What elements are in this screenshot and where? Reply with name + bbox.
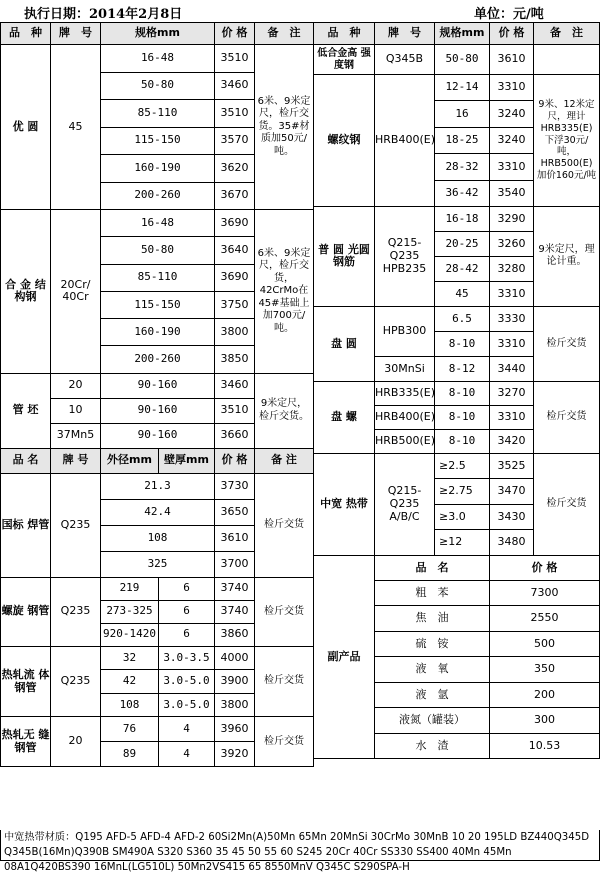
zhongkuan-price: 3430 bbox=[490, 504, 534, 530]
panyuan-price: 3440 bbox=[490, 356, 534, 381]
panluo-grade: HRB500(E) bbox=[375, 429, 435, 453]
guanpi-grade: 37Mn5 bbox=[51, 423, 101, 448]
zhongkuan-spec: ≥12 bbox=[435, 530, 490, 556]
sheet-header bbox=[0, 0, 600, 22]
youyuan-price: 3510 bbox=[215, 45, 255, 73]
byproduct-name: 焦 油 bbox=[375, 606, 490, 632]
luowen-spec: 18-25 bbox=[435, 127, 490, 153]
dihejin-grade: Q345B bbox=[375, 45, 435, 75]
hejin-price: 3640 bbox=[215, 237, 255, 264]
liuti-wall: 3.0-5.0 bbox=[159, 670, 215, 694]
guanpi-spec: 90-160 bbox=[101, 398, 215, 423]
execution-date: 执行日期：2014年2月8日 bbox=[24, 7, 183, 22]
liuti-price: 3900 bbox=[215, 670, 255, 694]
luoxuan-price: 3740 bbox=[215, 577, 255, 600]
dihejin-spec: 50-80 bbox=[435, 45, 490, 75]
guobiao-grade: Q235 bbox=[51, 473, 101, 577]
col-header-variety: 品 种 bbox=[314, 23, 375, 45]
panyuan-spec: 8-10 bbox=[435, 331, 490, 356]
liuti-price: 3800 bbox=[215, 693, 255, 717]
materials-footnote: 中宽热带材质：Q195 AFD-5 AFD-4 AFD-2 60Si2Mn(A)50Mn 65Mn 20MnSi 30CrMo 30MnB 10 20 195LD BZ440Q345D Q345B(16Mn)Q390B SM490A S320 S360 35 45 50 55 60 S245 20Cr 40Cr SS330 SS400 40Mn 45Mn 08A1Q420BS390 16MnL(LG510L) 50Mn2VS415 65 8550MnV Q345C S290SPA-H bbox=[0, 830, 600, 861]
byproduct-name: 液 氧 bbox=[375, 657, 490, 683]
panluo-note: 检斤交货 bbox=[534, 381, 600, 453]
fuchan-col-header-name: 品 名 bbox=[375, 555, 490, 580]
putong-spec: 20-25 bbox=[435, 231, 490, 256]
guanpi-price: 3510 bbox=[215, 398, 255, 423]
guobiao-diameter: 108 bbox=[101, 525, 215, 551]
liuti-diameter: 108 bbox=[101, 693, 159, 717]
luowen-name: 螺纹钢 bbox=[314, 75, 375, 207]
luowen-price: 3240 bbox=[490, 127, 534, 153]
youyuan-note: 6米、9米定尺，检斤交货。35#材质加50元/吨。 bbox=[255, 45, 314, 210]
guanpi-note: 9米定尺，检斤交货。 bbox=[255, 373, 314, 448]
guanpi-spec: 90-160 bbox=[101, 423, 215, 448]
panluo-name: 盘 螺 bbox=[314, 381, 375, 453]
putong-name: 普 圆 光圆钢筋 bbox=[314, 206, 375, 306]
putong-price: 3260 bbox=[490, 231, 534, 256]
byproduct-name: 液氮（罐装） bbox=[375, 708, 490, 734]
zhongkuan-note: 检斤交货 bbox=[534, 453, 600, 555]
liuti-note: 检斤交货 bbox=[255, 646, 314, 717]
col-header-note: 备 注 bbox=[534, 23, 600, 45]
panyuan-price: 3330 bbox=[490, 306, 534, 331]
luoxuan-grade: Q235 bbox=[51, 577, 101, 646]
luowen-price: 3240 bbox=[490, 101, 534, 127]
wufeng-wall: 4 bbox=[159, 742, 215, 767]
byproduct-price: 7300 bbox=[490, 580, 600, 606]
youyuan-spec: 160-190 bbox=[101, 155, 215, 183]
right-price-table bbox=[313, 22, 600, 759]
col-header-price: 价 格 bbox=[490, 23, 534, 45]
byproduct-name: 水 渣 bbox=[375, 733, 490, 759]
guobiao-diameter: 325 bbox=[101, 551, 215, 577]
panluo-price: 3270 bbox=[490, 381, 534, 405]
panluo-spec: 8-10 bbox=[435, 429, 490, 453]
byproduct-price: 10.53 bbox=[490, 733, 600, 759]
liuti-wall: 3.0-3.5 bbox=[159, 646, 215, 670]
hejin-price: 3800 bbox=[215, 319, 255, 346]
panyuan-grade: 30MnSi bbox=[375, 356, 435, 381]
guanpi-spec: 90-160 bbox=[101, 373, 215, 398]
hejin-spec: 85-110 bbox=[101, 264, 215, 291]
luoxuan-name: 螺旋 钢管 bbox=[1, 577, 51, 646]
zhongkuan-spec: ≥3.0 bbox=[435, 504, 490, 530]
liuti-diameter: 42 bbox=[101, 670, 159, 694]
youyuan-spec: 16-48 bbox=[101, 45, 215, 73]
guanpi-grade: 10 bbox=[51, 398, 101, 423]
byproduct-price: 350 bbox=[490, 657, 600, 683]
guanpi-price: 3460 bbox=[215, 373, 255, 398]
liuti-diameter: 32 bbox=[101, 646, 159, 670]
panyuan-grade: HPB300 bbox=[375, 306, 435, 356]
guanpi-price: 3660 bbox=[215, 423, 255, 448]
fuchan-name: 副产品 bbox=[314, 555, 375, 759]
putong-price: 3290 bbox=[490, 206, 534, 231]
panluo-grade: HRB400(E) bbox=[375, 405, 435, 429]
luoxuan-diameter: 273-325 bbox=[101, 600, 159, 623]
luoxuan-diameter: 219 bbox=[101, 577, 159, 600]
luoxuan-price: 3860 bbox=[215, 623, 255, 646]
zhongkuan-price: 3470 bbox=[490, 479, 534, 505]
wufeng-grade: 20 bbox=[51, 717, 101, 767]
wufeng-diameter: 76 bbox=[101, 717, 159, 742]
youyuan-price: 3460 bbox=[215, 72, 255, 100]
byproduct-price: 500 bbox=[490, 631, 600, 657]
col-header-note: 备 注 bbox=[255, 23, 314, 45]
putong-spec: 28-42 bbox=[435, 256, 490, 281]
luowen-spec: 36-42 bbox=[435, 180, 490, 206]
guobiao-name: 国标 焊管 bbox=[1, 473, 51, 577]
hejin-note: 6米、9米定尺，检斤交货，42CrMo在45#基础上加700元/吨。 bbox=[255, 210, 314, 374]
putong-spec: 45 bbox=[435, 281, 490, 306]
col-header-note: 备 注 bbox=[255, 448, 314, 473]
col-header-spec: 规格mm bbox=[101, 23, 215, 45]
youyuan-price: 3510 bbox=[215, 100, 255, 128]
wufeng-wall: 4 bbox=[159, 717, 215, 742]
byproduct-name: 硫 铵 bbox=[375, 631, 490, 657]
luoxuan-wall: 6 bbox=[159, 600, 215, 623]
col-header-outer-diameter: 外径mm bbox=[101, 448, 159, 473]
hejin-price: 3690 bbox=[215, 264, 255, 291]
wufeng-price: 3960 bbox=[215, 717, 255, 742]
wufeng-note: 检斤交货 bbox=[255, 717, 314, 767]
hejin-price: 3850 bbox=[215, 346, 255, 373]
luowen-price: 3310 bbox=[490, 75, 534, 101]
col-header-price: 价 格 bbox=[215, 448, 255, 473]
youyuan-grade: 45 bbox=[51, 45, 101, 210]
hejin-spec: 160-190 bbox=[101, 319, 215, 346]
col-header-variety: 品 种 bbox=[1, 23, 51, 45]
youyuan-spec: 115-150 bbox=[101, 127, 215, 155]
wufeng-diameter: 89 bbox=[101, 742, 159, 767]
panyuan-spec: 8-12 bbox=[435, 356, 490, 381]
panluo-spec: 8-10 bbox=[435, 381, 490, 405]
putong-grade: Q215-Q235 HPB235 bbox=[375, 206, 435, 306]
youyuan-price: 3570 bbox=[215, 127, 255, 155]
panyuan-spec: 6.5 bbox=[435, 306, 490, 331]
guobiao-price: 3700 bbox=[215, 551, 255, 577]
luowen-spec: 28-32 bbox=[435, 154, 490, 180]
zhongkuan-price: 3480 bbox=[490, 530, 534, 556]
col-header-spec: 规格mm bbox=[435, 23, 490, 45]
hejin-price: 3750 bbox=[215, 291, 255, 318]
luowen-price: 3540 bbox=[490, 180, 534, 206]
byproduct-name: 液 氩 bbox=[375, 682, 490, 708]
col-header-product: 品 名 bbox=[1, 448, 51, 473]
guobiao-diameter: 42.4 bbox=[101, 499, 215, 525]
dihejin-note bbox=[534, 45, 600, 75]
liuti-price: 4000 bbox=[215, 646, 255, 670]
youyuan-spec: 200-260 bbox=[101, 182, 215, 210]
zhongkuan-name: 中宽 热带 bbox=[314, 453, 375, 555]
col-header-grade: 牌 号 bbox=[51, 448, 101, 473]
panyuan-name: 盘 圆 bbox=[314, 306, 375, 381]
hejin-price: 3690 bbox=[215, 210, 255, 237]
zhongkuan-spec: ≥2.5 bbox=[435, 453, 490, 479]
guobiao-price: 3610 bbox=[215, 525, 255, 551]
left-price-table bbox=[0, 22, 314, 767]
zhongkuan-price: 3525 bbox=[490, 453, 534, 479]
luoxuan-note: 检斤交货 bbox=[255, 577, 314, 646]
luowen-spec: 12-14 bbox=[435, 75, 490, 101]
col-header-grade: 牌 号 bbox=[51, 23, 101, 45]
panyuan-note: 检斤交货 bbox=[534, 306, 600, 381]
col-header-price: 价 格 bbox=[215, 23, 255, 45]
luoxuan-diameter: 920-1420 bbox=[101, 623, 159, 646]
panluo-price: 3310 bbox=[490, 405, 534, 429]
luowen-spec: 16 bbox=[435, 101, 490, 127]
liuti-grade: Q235 bbox=[51, 646, 101, 717]
zhongkuan-spec: ≥2.75 bbox=[435, 479, 490, 505]
putong-price: 3310 bbox=[490, 281, 534, 306]
luowen-price: 3310 bbox=[490, 154, 534, 180]
hejin-spec: 115-150 bbox=[101, 291, 215, 318]
guanpi-name: 管 坯 bbox=[1, 373, 51, 448]
hejin-spec: 50-80 bbox=[101, 237, 215, 264]
putong-note: 9米定尺，理论计重。 bbox=[534, 206, 600, 306]
guanpi-grade: 20 bbox=[51, 373, 101, 398]
liuti-wall: 3.0-5.0 bbox=[159, 693, 215, 717]
col-header-grade: 牌 号 bbox=[375, 23, 435, 45]
byproduct-name: 粗 苯 bbox=[375, 580, 490, 606]
luowen-grade: HRB400(E) bbox=[375, 75, 435, 207]
wufeng-price: 3920 bbox=[215, 742, 255, 767]
unit-label: 单位：元/吨 bbox=[474, 7, 544, 22]
panluo-grade: HRB335(E) bbox=[375, 381, 435, 405]
hejin-grade: 20Cr/ 40Cr bbox=[51, 210, 101, 374]
dihejin-price: 3610 bbox=[490, 45, 534, 75]
fuchan-col-header-price: 价 格 bbox=[490, 555, 600, 580]
byproduct-price: 300 bbox=[490, 708, 600, 734]
youyuan-price: 3670 bbox=[215, 182, 255, 210]
panyuan-price: 3310 bbox=[490, 331, 534, 356]
putong-price: 3280 bbox=[490, 256, 534, 281]
youyuan-name: 优 圆 bbox=[1, 45, 51, 210]
youyuan-spec: 85-110 bbox=[101, 100, 215, 128]
luowen-note: 9米、12米定尺，理计 HRB335(E)下浮30元/吨，HRB500(E)加价160元/吨 bbox=[534, 75, 600, 207]
liuti-name: 热轧流 体钢管 bbox=[1, 646, 51, 717]
zhongkuan-grade: Q215-Q235 A/B/C bbox=[375, 453, 435, 555]
luoxuan-wall: 6 bbox=[159, 577, 215, 600]
hejin-spec: 200-260 bbox=[101, 346, 215, 373]
wufeng-name: 热轧无 缝钢管 bbox=[1, 717, 51, 767]
guobiao-note: 检斤交货 bbox=[255, 473, 314, 577]
col-header-wall-thickness: 壁厚mm bbox=[159, 448, 215, 473]
hejin-name: 合 金 结构钢 bbox=[1, 210, 51, 374]
panluo-price: 3420 bbox=[490, 429, 534, 453]
putong-spec: 16-18 bbox=[435, 206, 490, 231]
luoxuan-wall: 6 bbox=[159, 623, 215, 646]
dihejin-name: 低合金高 强度钢 bbox=[314, 45, 375, 75]
youyuan-price: 3620 bbox=[215, 155, 255, 183]
byproduct-price: 2550 bbox=[490, 606, 600, 632]
youyuan-spec: 50-80 bbox=[101, 72, 215, 100]
luoxuan-price: 3740 bbox=[215, 600, 255, 623]
panluo-spec: 8-10 bbox=[435, 405, 490, 429]
hejin-spec: 16-48 bbox=[101, 210, 215, 237]
guobiao-price: 3650 bbox=[215, 499, 255, 525]
guobiao-price: 3730 bbox=[215, 473, 255, 499]
byproduct-price: 200 bbox=[490, 682, 600, 708]
guobiao-diameter: 21.3 bbox=[101, 473, 215, 499]
